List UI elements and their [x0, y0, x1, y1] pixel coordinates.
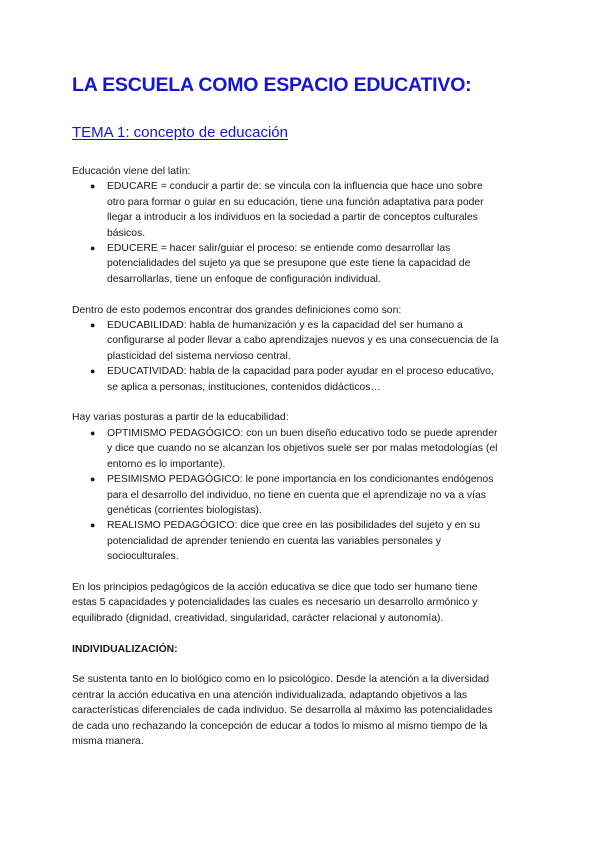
- text-line: de cada uno rechazando la concepción de educar a todos lo mismo al mismo tiempo de la: [72, 720, 488, 732]
- section-intro: Hay varias posturas a partir de la educabilidad:: [72, 412, 289, 424]
- text-line: potencialidad de aprender teniendo en cuenta las variables personales y: [107, 535, 441, 547]
- list-item: [90, 241, 532, 287]
- text-line: plasticidad del sistema nervioso central.: [107, 350, 291, 362]
- text-line: desarrollarlas, tiene un enfoque de configuración individual.: [107, 273, 381, 285]
- text-line: centrar la acción educativa en una atención individualizada, adaptando objetivos a las: [72, 689, 468, 701]
- list-item: [90, 426, 532, 472]
- section-intro: Dentro de esto podemos encontrar dos grandes definiciones como son:: [72, 304, 402, 316]
- list-item: [90, 318, 532, 364]
- tema-heading: TEMA 1: concepto de educación: [72, 124, 288, 141]
- bullet-list: [72, 318, 532, 395]
- bullet-list: [72, 426, 532, 565]
- text-line: se aplica a personas, instituciones, contenidos didácticos…: [107, 381, 381, 393]
- text-line: llegar a introducir a los individuos en la sociedad a partir de conceptos culturales: [107, 212, 478, 224]
- text-line: configurarse al poder llevar a cabo aprendizajes nuevos y es una consecuencia de la: [107, 335, 499, 347]
- text-line: equilibrado (dignidad, creatividad, singularidad, carácter relacional y autonomía).: [72, 612, 444, 624]
- text-line: REALISMO PEDAGÓGICO: dice que cree en las posibilidades del sujeto y en su: [107, 520, 481, 532]
- text-line: Se sustenta tanto en lo biológico como en lo psicológico. Desde la atención a la diversidad: [72, 674, 490, 686]
- text-line: características diferenciales de cada individuo. Se desarrolla al máximo las potencialidades: [72, 705, 493, 717]
- document-body: [72, 164, 532, 749]
- spacer: [72, 395, 532, 410]
- bullet-icon: ●: [90, 427, 96, 438]
- bullet-icon: ●: [90, 243, 96, 254]
- text-line: genéticas (corrientes biologistas).: [107, 504, 262, 516]
- spacer: [72, 657, 532, 672]
- individualizacion-heading: INDIVIDUALIZACIÓN:: [72, 643, 178, 655]
- list-item: [90, 364, 532, 395]
- text-line: EDUCATIVIDAD: habla de la capacidad para poder ayudar en el proceso educativo,: [107, 366, 494, 378]
- spacer: [72, 626, 532, 641]
- text-line: EDUCERE = hacer salir/guiar el proceso: se entiende como desarrollar las: [107, 243, 451, 255]
- document-title: LA ESCUELA COMO ESPACIO EDUCATIVO:: [72, 74, 472, 96]
- bullet-icon: ●: [90, 520, 96, 531]
- text-line: PESIMISMO PEDAGÓGICO: le pone importancia en los condicionantes endógenos: [107, 474, 494, 486]
- spacer: [72, 287, 532, 302]
- list-item: [90, 472, 532, 518]
- text-line: potencialidades del sujeto ya que se presupone que este tiene la capacidad de: [107, 258, 471, 270]
- text-line: entorno es lo importante).: [107, 458, 226, 470]
- section-intro: Educación viene del latín:: [72, 166, 191, 177]
- text-line: otro para formar o guiar en su educación, tiene una función adaptativa para poder: [107, 196, 484, 208]
- list-item: [90, 179, 532, 241]
- text-line: socioculturales.: [107, 551, 179, 563]
- paragraph: [72, 672, 532, 749]
- spacer: [72, 565, 532, 580]
- list-item: [90, 518, 532, 564]
- bullet-list: [72, 179, 532, 287]
- text-line: misma manera.: [72, 735, 144, 747]
- text-line: EDUCARE = conducir a partir de: se vincula con la influencia que hace uno sobre: [107, 181, 483, 193]
- text-line: OPTIMISMO PEDAGÓGICO: con un buen diseño educativo todo se puede aprender: [107, 427, 498, 439]
- text-line: básicos.: [107, 227, 146, 239]
- bullet-icon: ●: [90, 366, 96, 377]
- bullet-icon: ●: [90, 320, 96, 331]
- text-line: estas 5 capacidades y potencialidades las cuales es necesario un desarrollo armónico y: [72, 597, 478, 609]
- paragraph: [72, 580, 532, 626]
- text-line: En los principios pedagógicos de la acción educativa se dice que todo ser humano tiene: [72, 581, 478, 593]
- bullet-icon: ●: [90, 181, 96, 192]
- bullet-icon: ●: [90, 474, 96, 485]
- text-line: EDUCABILIDAD: habla de humanización y es la capacidad del ser humano a: [107, 320, 463, 332]
- text-line: y dice que cuando no se alcanzan los objetivos suele ser por malas metodologías (el: [107, 443, 498, 455]
- text-line: para el desarrollo del individuo, no tiene en cuenta que el aprendizaje no va a vías: [107, 489, 486, 501]
